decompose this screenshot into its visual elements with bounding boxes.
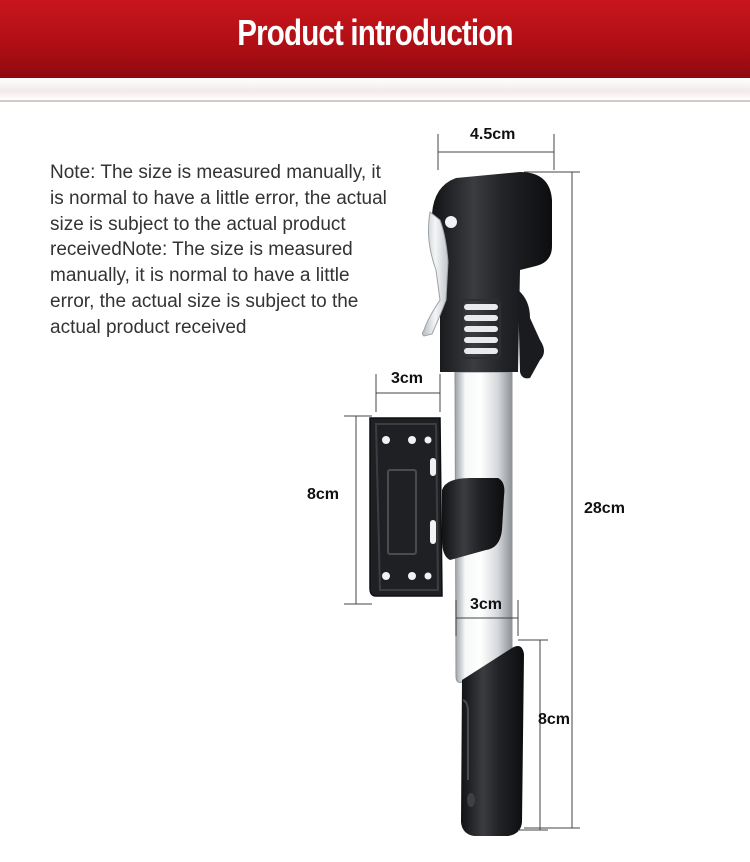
page-title: Product introduction (237, 12, 513, 53)
pump-head (423, 172, 553, 378)
dimension-barrel-width: 3cm (470, 596, 503, 613)
mounting-bracket (370, 418, 442, 596)
measurement-note: Note: The size is measured manually, it is normal to have a little error, the actual size is subject to the actual product receivedNote: The size is measured manually, it is normal to have a little error, the actual size is subject to the actual product received (50, 162, 387, 338)
dimension-bracket-height: 8cm (307, 486, 340, 503)
dimension-total-length: 28cm (584, 500, 625, 517)
head-vent-slots (462, 300, 500, 358)
dimension-head-width: 4.5cm (470, 126, 516, 143)
dimension-handle-length: 8cm (538, 711, 571, 728)
dimension-bracket-width: 3cm (391, 370, 424, 387)
